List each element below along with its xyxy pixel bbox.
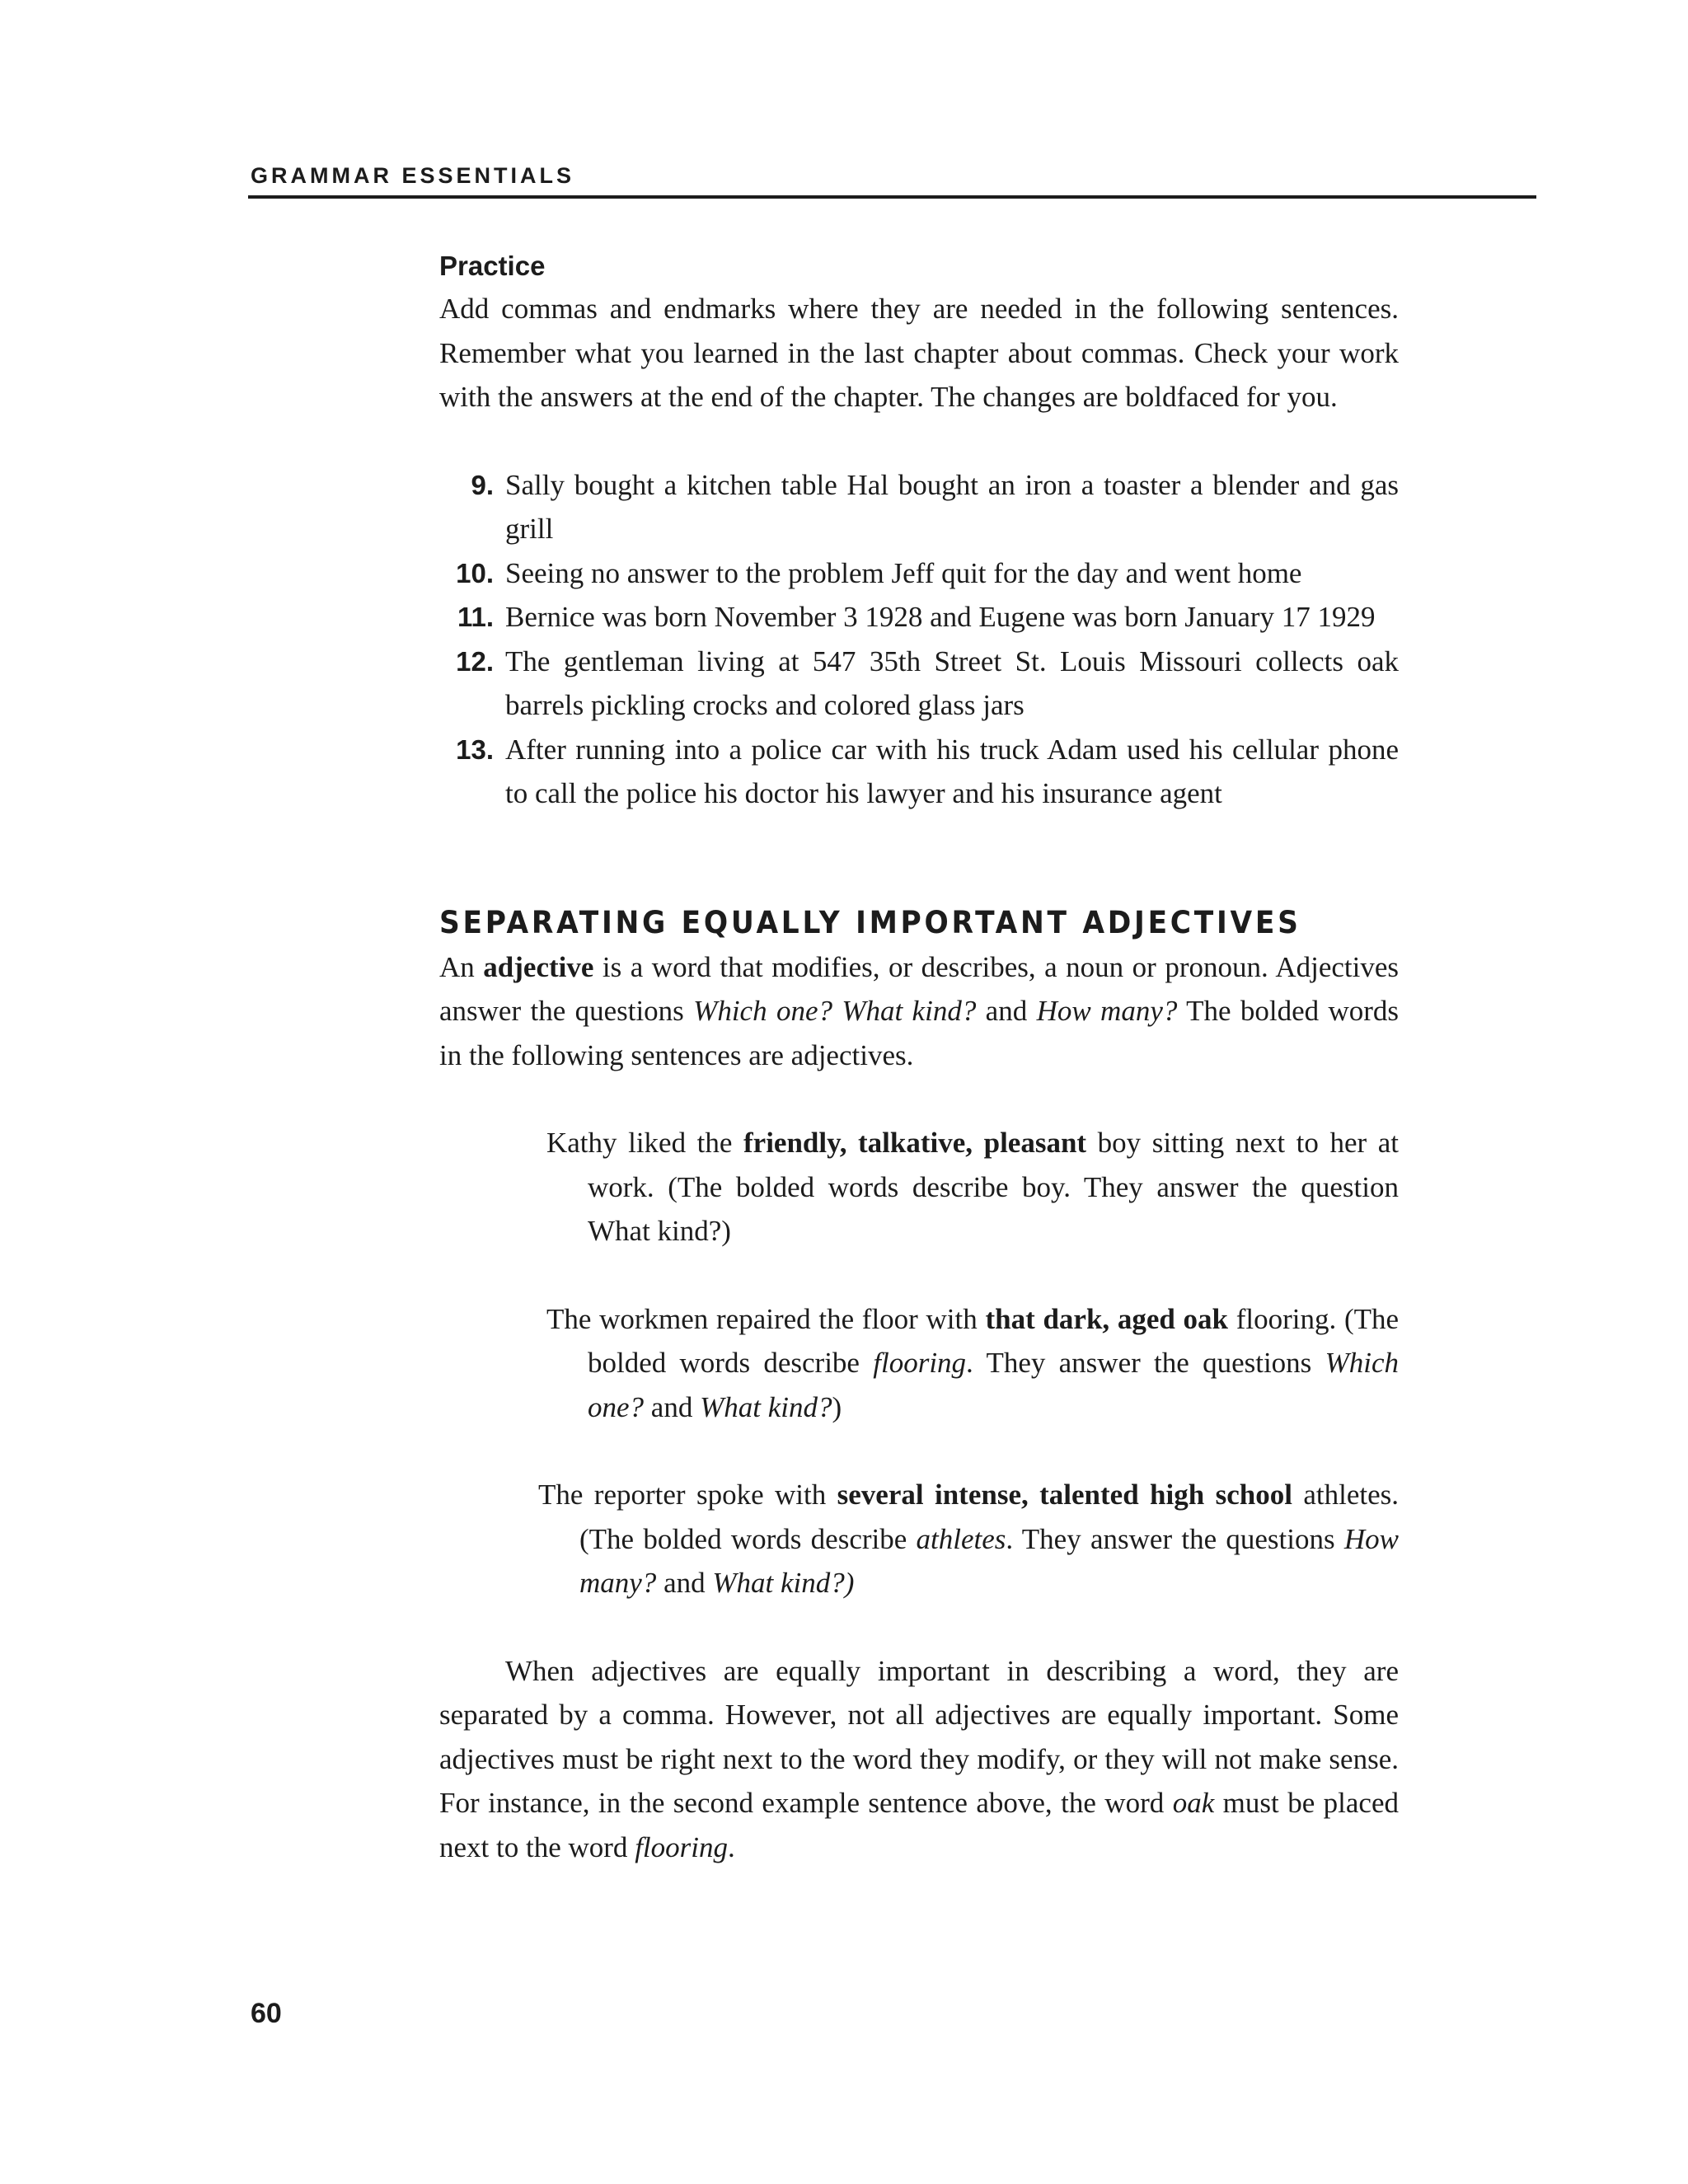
example-adjectives: that dark, aged oak <box>985 1302 1229 1335</box>
closing-italic: flooring <box>635 1830 728 1863</box>
practice-item-10 <box>439 551 1399 596</box>
example-text: and <box>656 1567 713 1599</box>
example-text: athletes. (The bolded words describe <box>579 1479 1399 1555</box>
intro-text: is a word that modifies, or describes, a noun or pronoun. Adjectives answer the questions <box>439 950 1400 1027</box>
practice-heading: Practice <box>439 251 546 281</box>
example-adjectives: friendly, talkative, pleasant <box>743 1127 1087 1159</box>
intro-term: adjective <box>483 950 594 983</box>
closing-text: must be placed next to the word <box>439 1787 1399 1863</box>
item-text: After running into a police car with his truck Adam used his cellular phone to call the police his doctor his lawyer and his insurance agent <box>505 733 1399 809</box>
example-italic: What kind? <box>700 1390 832 1423</box>
example-sentence-3 <box>439 1473 1399 1605</box>
item-text: Bernice was born November 3 1928 and Eugene was born January 17 1929 <box>505 601 1376 633</box>
example-text: Kathy liked the <box>546 1127 744 1159</box>
item-number: 13. <box>456 733 494 765</box>
example-text: . They answer the questions <box>966 1347 1325 1379</box>
example-text: ) <box>832 1390 842 1423</box>
example-italic: athletes <box>916 1522 1006 1555</box>
closing-paragraph <box>439 1649 1399 1870</box>
practice-item-9 <box>439 463 1399 551</box>
practice-item-12 <box>439 640 1399 728</box>
item-number: 10. <box>456 557 494 588</box>
example-adjectives: several intense, talented high school <box>837 1479 1292 1511</box>
page-body <box>439 246 1399 1869</box>
intro-text: and <box>976 995 1037 1027</box>
page-number: 60 <box>251 1998 282 2029</box>
example-text: . They answer the questions <box>1006 1522 1344 1555</box>
example-italic: How many? <box>579 1522 1400 1599</box>
intro-question: How many? <box>1036 995 1178 1027</box>
example-text: The workmen repaired the floor with <box>546 1302 986 1335</box>
example-sentence-1 <box>439 1121 1399 1254</box>
intro-question: Which one? What kind? <box>693 995 977 1027</box>
item-number: 9. <box>471 469 494 500</box>
closing-text: When adjectives are equally important in describing a word, they are separated by a comma. However, not all adjectives are equally important. Some adjectives must be right next to the word they modify, or they will not make sense. For instance, in the second example sentence above, the word <box>439 1654 1399 1819</box>
item-text: Seeing no answer to the problem Jeff quit for the day and went home <box>505 556 1302 589</box>
practice-item-11 <box>439 595 1399 640</box>
example-text: boy sitting next to her at work. (The bolded words describe boy. They answer the question What kind?) <box>588 1127 1399 1247</box>
item-text: The gentleman living at 547 35th Street St. Louis Missouri collects oak barrels pickling crocks and colored glass jars <box>505 644 1399 721</box>
item-number: 12. <box>456 645 494 677</box>
item-text: Sally bought a kitchen table Hal bought an iron a toaster a blender and gas grill <box>505 468 1399 545</box>
closing-text: . <box>727 1830 735 1863</box>
example-text: and <box>644 1390 701 1423</box>
practice-list <box>439 463 1399 816</box>
example-italic: What kind?) <box>712 1567 855 1599</box>
example-sentence-2 <box>439 1297 1399 1430</box>
practice-instructions: Add commas and endmarks where they are needed in the following sentences. Remember what you learned in the last chapter about commas. Check your work with the answers at the end of the chapter. The changes are boldfaced for you. <box>439 293 1399 413</box>
running-head: GRAMMAR ESSENTIALS <box>251 163 575 188</box>
example-italic: Which one? <box>588 1347 1399 1423</box>
section-intro <box>439 945 1399 1078</box>
section-heading: SEPARATING EQUALLY IMPORTANT ADJECTIVES <box>439 904 1301 940</box>
intro-text: An <box>439 950 484 983</box>
closing-italic: oak <box>1172 1787 1215 1819</box>
example-italic: flooring <box>873 1347 967 1379</box>
item-number: 11. <box>457 602 494 632</box>
example-text: flooring. (The bolded words describe <box>588 1302 1400 1379</box>
practice-item-13 <box>439 728 1399 816</box>
intro-text: The bolded words in the following sentences are adjectives. <box>439 995 1400 1071</box>
header-rule <box>248 195 1536 199</box>
example-text: The reporter spoke with <box>538 1479 837 1511</box>
